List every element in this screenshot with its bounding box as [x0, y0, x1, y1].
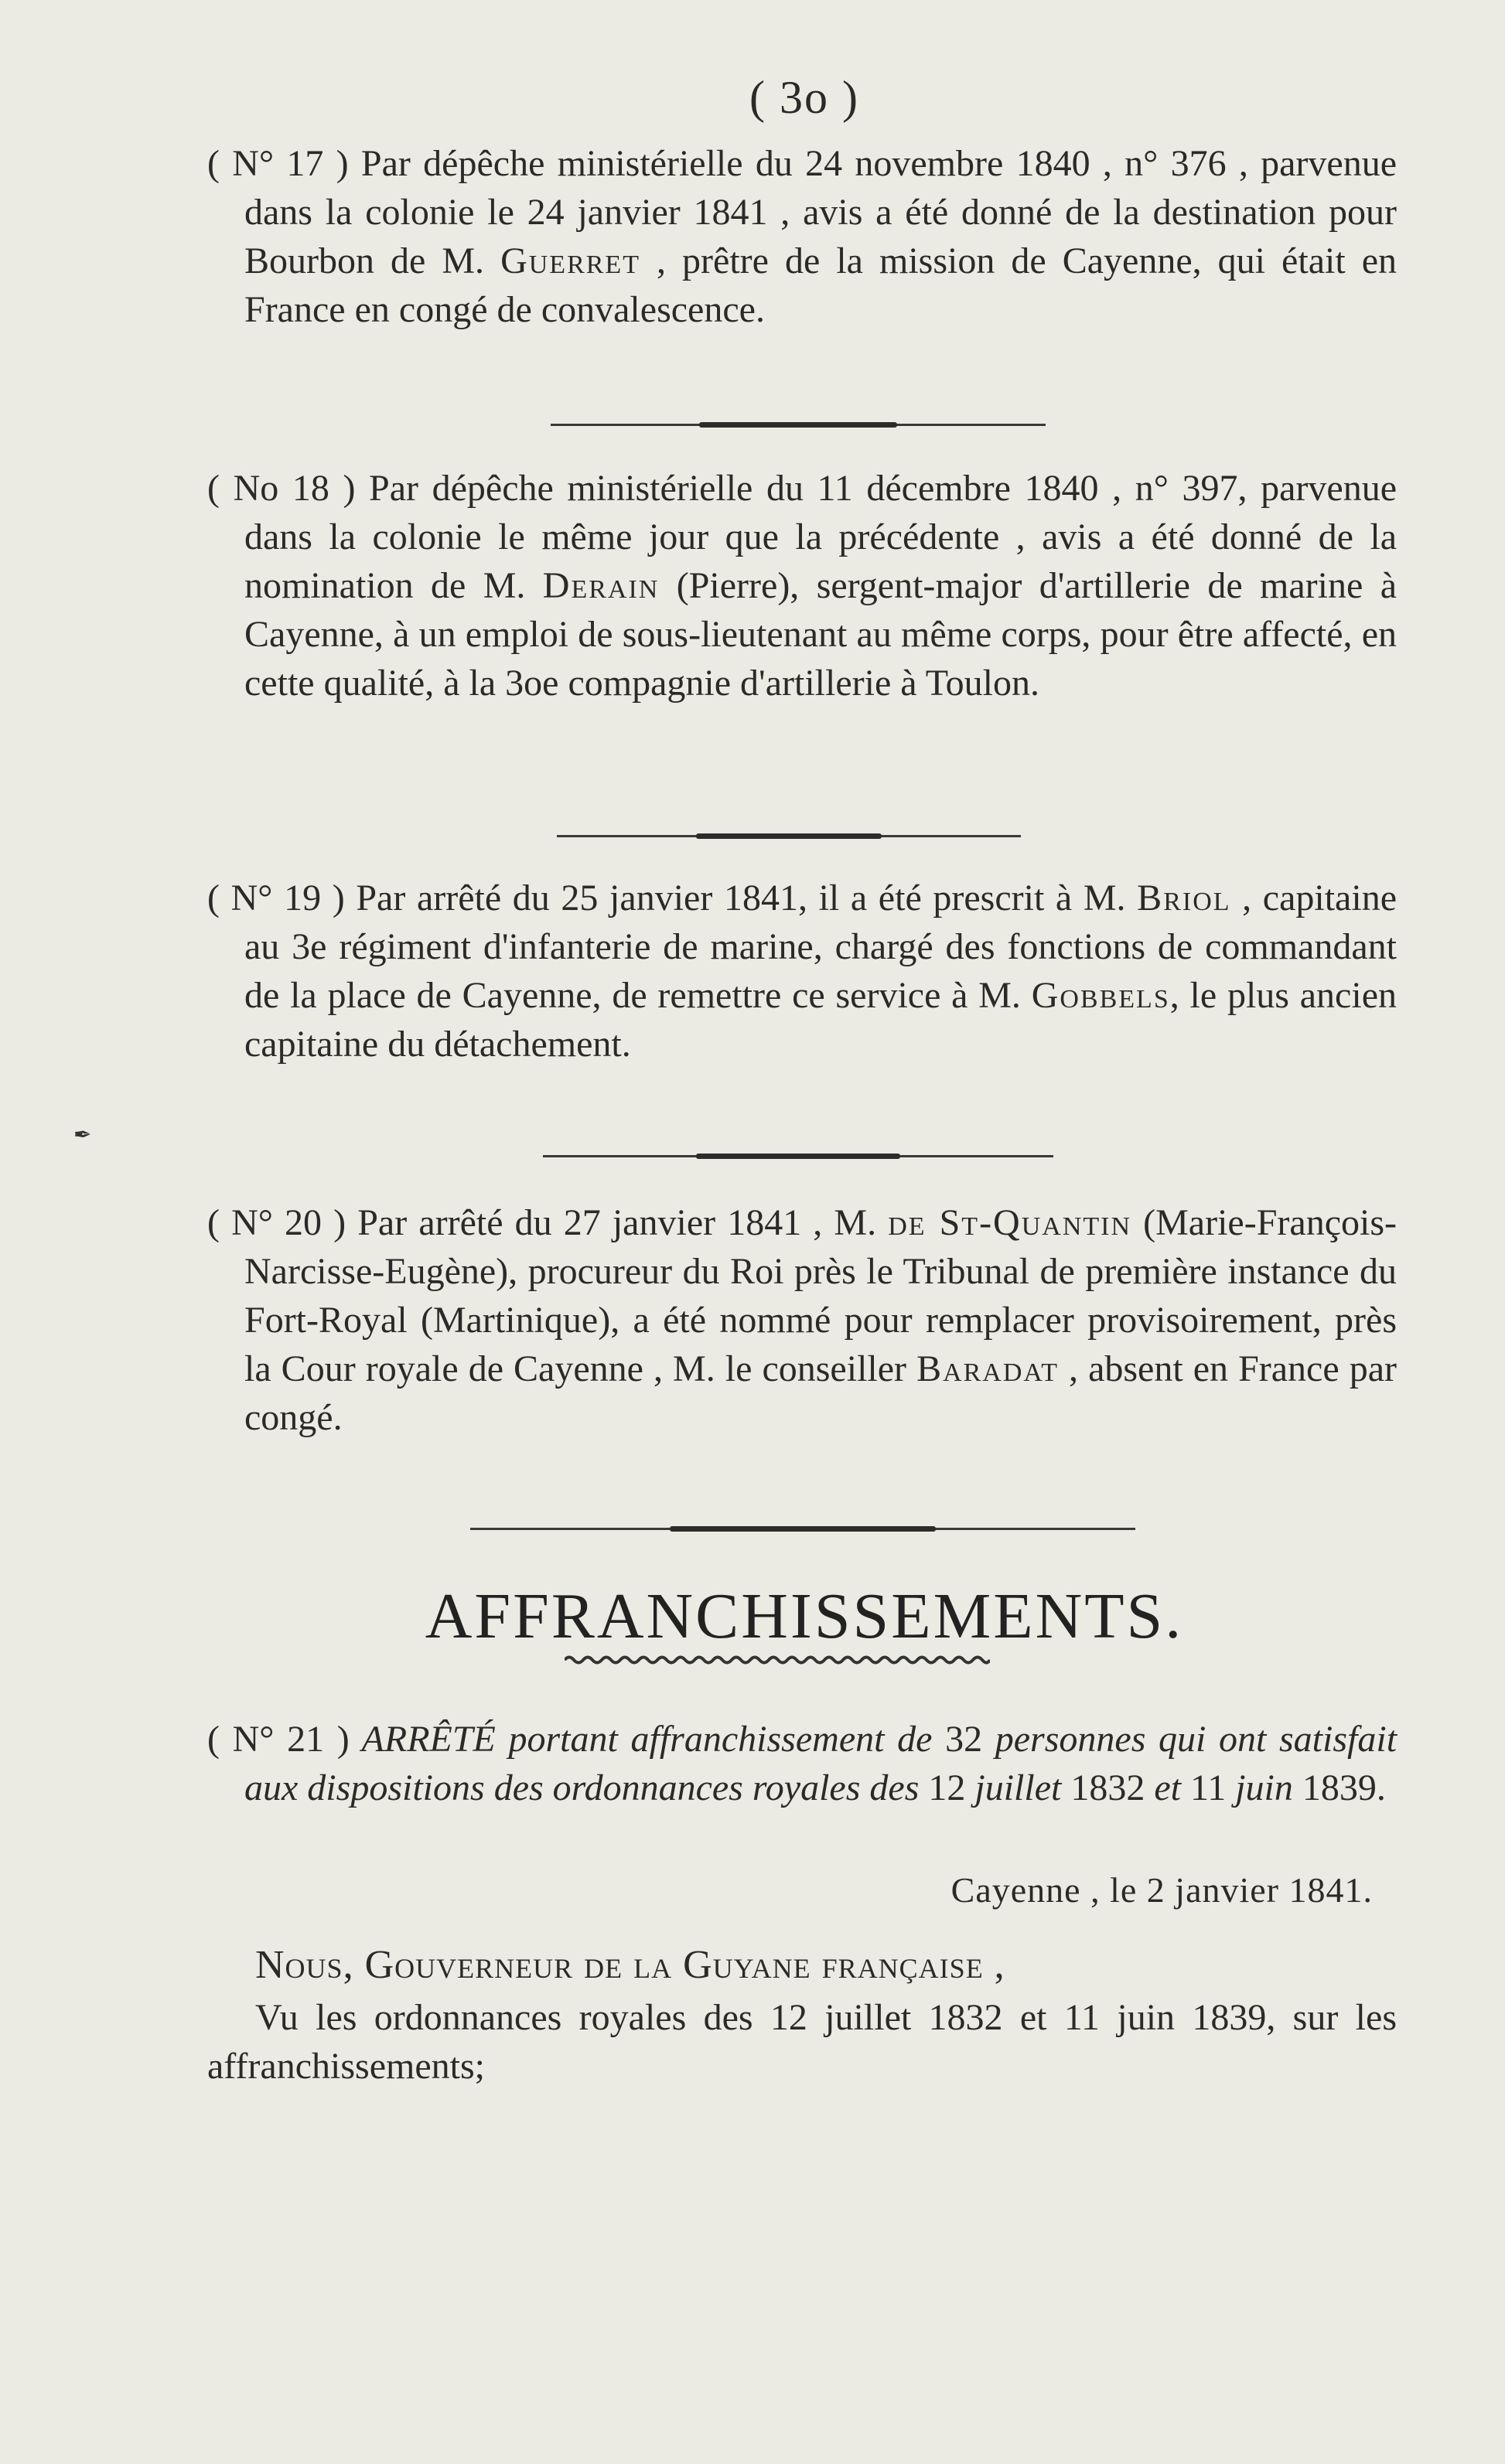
entry-text: , capitaine au 3e régiment d'infanterie de marine, chargé des fonctions de commandant de la place de Cayenne, de remettre ce service à M. — [244, 878, 1397, 1016]
arrete-text: ARRÊTÉ portant affranchissement de — [349, 1719, 946, 1760]
arrete-21-text — [207, 1715, 1397, 1812]
arrete-text: personnes qui ont satisfait aux dispositions des ordonnances royales des — [244, 1719, 1398, 1808]
arrete-text: juin — [1226, 1767, 1302, 1808]
arrete-number: 1839 — [1302, 1767, 1377, 1808]
arrete-text: juillet — [965, 1767, 1071, 1808]
ink-mark: ✒ — [73, 1123, 92, 1147]
person-name: Gobbels — [1031, 975, 1170, 1016]
entry-18 — [207, 464, 1397, 707]
entry-19-text — [207, 874, 1397, 1068]
entry-number: ( N° 17 ) — [207, 143, 349, 184]
entry-18-text — [207, 464, 1397, 707]
separator-rule — [470, 1528, 1135, 1530]
entry-20-text — [207, 1198, 1397, 1442]
entry-17 — [207, 139, 1397, 334]
separator-rule — [557, 835, 1021, 837]
arrete-number: 32 — [945, 1719, 983, 1760]
decorative-wavy-rule — [565, 1655, 990, 1665]
vu-paragraph — [207, 1993, 1397, 2091]
entry-number: ( N° 20 ) — [207, 1202, 346, 1243]
person-name: de St-Quantin — [888, 1202, 1132, 1243]
entry-17-text — [207, 139, 1397, 334]
arrete-21 — [207, 1715, 1397, 1812]
entry-text: Par arrêté du 25 janvier 1841, il a été prescrit à M. — [344, 878, 1138, 918]
person-name: Guerret — [500, 240, 640, 281]
entry-text: Par dépêche ministérielle du 11 décembre 1840 , n° 397, parvenue dans la colonie le même jour que la précédente , avis a été donné de la nomination de M. — [244, 468, 1398, 606]
entry-text: , prêtre de la mission de Cayenne, qui était en France en congé de convalescence. — [244, 240, 1397, 330]
separator-rule — [543, 1155, 1053, 1157]
dateline: Cayenne , le 2 janvier 1841. — [950, 1870, 1373, 1910]
arrete-text: et — [1145, 1767, 1190, 1808]
entry-text: (Pierre), sergent-major d'artillerie de marine à Cayenne, à un emploi de sous-lieutenant au même corps, pour être affecté, en cette qualité, à la 3oe compagnie d'artillerie à Toulon. — [244, 565, 1397, 704]
entry-number: ( No 18 ) — [207, 468, 356, 509]
entry-number: ( N° 21 ) — [207, 1719, 350, 1760]
person-name: Briol — [1137, 878, 1231, 918]
entry-text: (Marie-François-Narcisse-Eugène), procureur du Roi près le Tribunal de première instance du Fort-Royal (Martinique), a été nommé pour remplacer provisoirement, près la Cour royale de Cayenne , M. le conseiller — [244, 1202, 1397, 1389]
arrete-text: . — [1376, 1767, 1386, 1808]
section-title: AFFRANCHISSEMENTS. — [425, 1580, 1184, 1652]
entry-text: , le plus ancien capitaine du détachement. — [244, 975, 1397, 1065]
page-number: ( 3o ) — [749, 72, 859, 123]
entry-text: Par dépêche ministérielle du 24 novembre 1840 , n° 376 , parvenue dans la colonie le 24 janvier 1841 , avis a été donné de la destination pour Bourbon de M. — [244, 143, 1398, 281]
entry-text: Par arrêté du 27 janvier 1841 , M. — [346, 1202, 889, 1243]
vu-text: Vu les ordonnances royales des 12 juillet 1832 et 11 juin 1839, sur les affranchissements; — [207, 1997, 1397, 2087]
entry-text: , absent en France par congé. — [244, 1348, 1397, 1438]
nous-gouverneur-line: Nous, Gouverneur de la Guyane française , — [255, 1943, 1005, 1987]
entry-19 — [207, 874, 1397, 1068]
separator-rule — [551, 424, 1046, 426]
arrete-number: 11 — [1190, 1767, 1227, 1808]
arrete-number: 12 — [928, 1767, 966, 1808]
entry-20 — [207, 1198, 1397, 1442]
entry-number: ( N° 19 ) — [207, 878, 345, 918]
person-name: Baradat — [916, 1348, 1059, 1389]
person-name: Derain — [542, 565, 660, 606]
arrete-number: 1832 — [1070, 1767, 1145, 1808]
